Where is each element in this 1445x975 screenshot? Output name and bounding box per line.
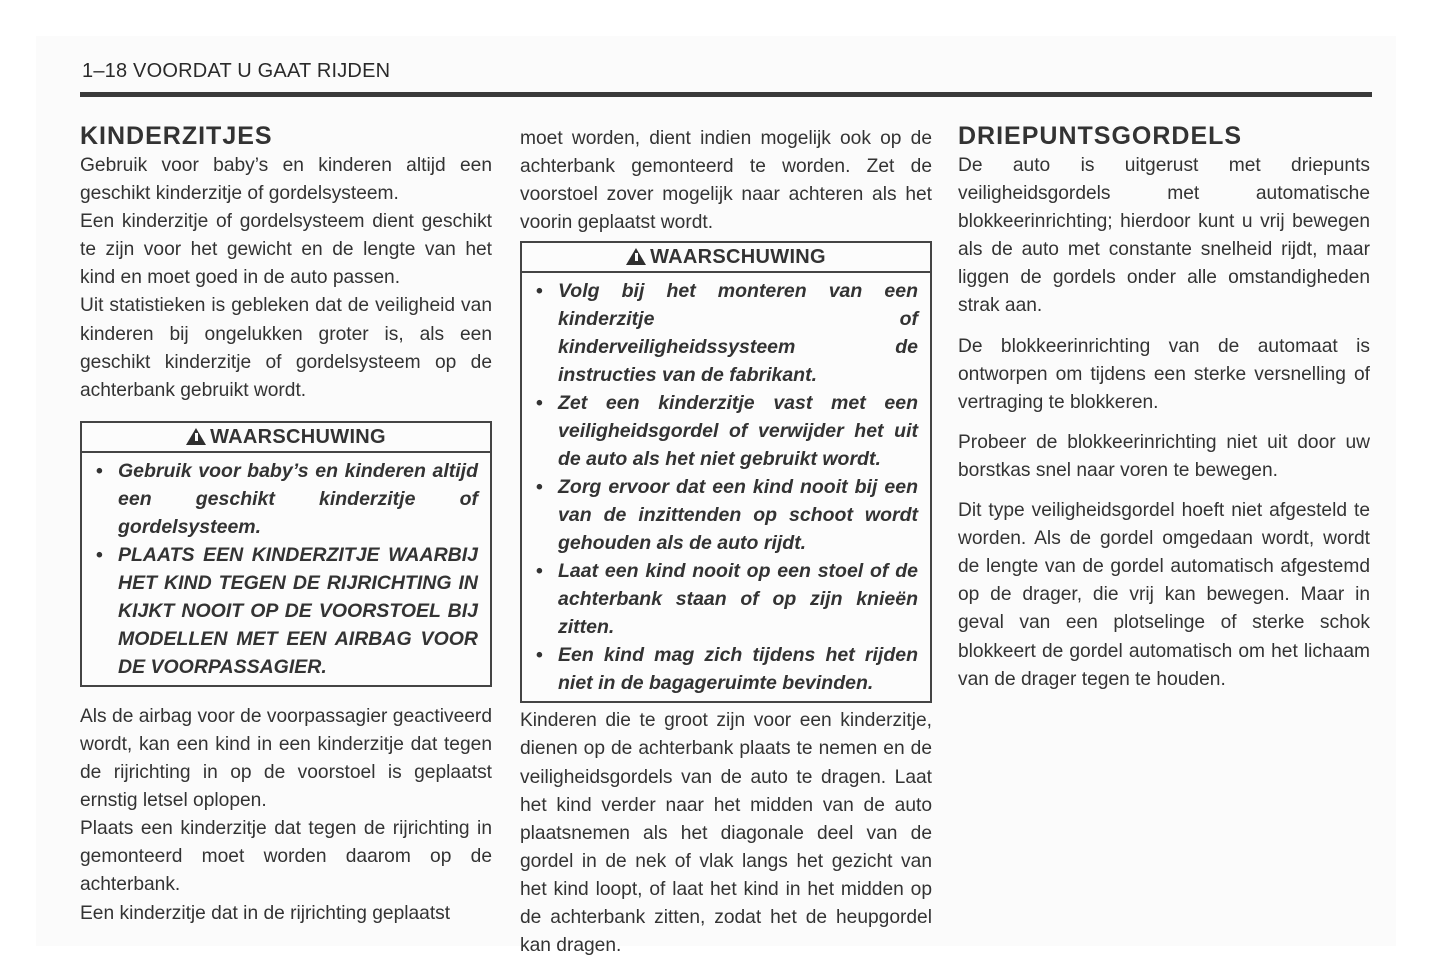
header-rule	[80, 92, 1372, 97]
warning-item: • PLAATS EEN KINDERZITJE WAARBIJ HET KIND TEGEN DE RIJRICHTING IN KIJKT NOOIT OP DE VOORSTOEL BIJ MODELLEN MET EEN AIRBAG VOOR DE VOORPASSAGIER.	[96, 541, 478, 681]
warning-item: • Zet een kinderzitje vast met een veiligheidsgordel of verwijder het uit de auto als het niet gebruikt wordt.	[536, 389, 918, 473]
warning-label: WAARSCHUWING	[210, 425, 386, 448]
warning-item: • Zorg ervoor dat een kind nooit bij een van de inzittenden op schoot wordt gehouden als de auto rijdt.	[536, 473, 918, 557]
warning-item: • Gebruik voor baby’s en kinderen altijd een geschikt kinderzitje of gordelsysteem.	[96, 457, 478, 541]
warning-list	[522, 273, 930, 701]
paragraph: Plaats een kinderzitje dat tegen de rijrichting in gemonteerd moet worden daarom op de achterbank.	[80, 818, 492, 896]
warning-item: • Volg bij het monteren van een kinderzitje of kinderveiligheidssysteem de instructies van de fabrikant.	[536, 277, 918, 389]
paragraph: moet worden, dient indien mogelijk ook op de achterbank gemonteerd te worden. Zet de voorstoel zover mogelijk naar achteren als het voorin geplaatst wordt.	[520, 128, 932, 234]
paragraph: Dit type veiligheidsgordel hoeft niet afgesteld te worden. Als de gordel omgedaan wordt, wordt de lengte van de gordel automatisch afgestemd op de drager, die vrij kan bewegen. Maar in geval van een plotselinge of sterke schok blokkeert de gordel automatisch om het lichaam van de drager tegen te houden.	[958, 500, 1370, 690]
paragraph: Uit statistieken is gebleken dat de veiligheid van kinderen bij ongelukken groter is, als een geschikt kinderzitje of gordelsysteem op de achterbank gebruikt wordt.	[80, 295, 492, 401]
warning-item: • Een kind mag zich tijdens het rijden niet in de bagageruimte bevinden.	[536, 641, 918, 697]
warning-triangle-icon	[626, 248, 646, 265]
column-kinderzitjes	[80, 120, 492, 928]
warning-header	[82, 423, 490, 453]
warning-header	[522, 243, 930, 273]
paragraph: Als de airbag voor de voorpassagier geactiveerd wordt, kan een kind in een kinderzitje dat tegen de rijrichting in op de voorstoel is geplaatst ernstig letsel oplopen.	[80, 705, 492, 812]
section-title-driepuntsgordels: DRIEPUNTSGORDELS	[958, 122, 1243, 150]
warning-list	[82, 453, 490, 685]
paragraph: De blokkeerinrichting van de automaat is ontworpen om tijdens een sterke versnelling of vertraging te blokkeren.	[958, 335, 1370, 413]
running-head: 1–18 VOORDAT U GAAT RIJDEN	[82, 60, 391, 82]
paragraph: Een kinderzitje dat in de rijrichting geplaatst	[80, 902, 451, 924]
warning-label: WAARSCHUWING	[650, 246, 826, 269]
warning-triangle-icon	[186, 428, 206, 445]
warning-box	[520, 241, 932, 703]
paragraph: Een kinderzitje of gordelsysteem dient geschikt te zijn voor het gewicht en de lengte van het kind en moet goed in de auto passen.	[80, 211, 492, 289]
column-driepuntsgordels	[958, 120, 1370, 694]
section-title-kinderzitjes: KINDERZITJES	[80, 122, 273, 150]
warning-item: • Laat een kind nooit op een stoel of de achterbank staan of op zijn knieën zitten.	[536, 557, 918, 641]
paragraph: Gebruik voor baby’s en kinderen altijd een geschikt kinderzitje of gordelsysteem.	[80, 155, 492, 205]
paragraph: Kinderen die te groot zijn voor een kinderzitje, dienen op de achterbank plaats te nemen en de veiligheidsgordels van de auto te dragen. Laat het kind verder naar het midden van de auto plaatsnemen als het diagonale deel van de gordel in de nek of vlak langs het gezicht van het kind loopt, of laat het kind in het midden op de achterbank zitten, zodat het de heupgordel kan dragen.	[520, 710, 932, 957]
paragraph: De auto is uitgerust met driepunts veiligheidsgordels met automatische blokkeerinrichting; hierdoor kunt u vrij bewegen als de auto met constante snelheid rijdt, maar liggen de gordels onder alle omstandigheden strak aan.	[958, 155, 1370, 317]
warning-box	[80, 421, 492, 687]
column-kinderzitjes-continued	[520, 125, 932, 960]
paragraph: Probeer de blokkeerinrichting niet uit door uw borstkas snel naar voren te bewegen.	[958, 431, 1370, 481]
